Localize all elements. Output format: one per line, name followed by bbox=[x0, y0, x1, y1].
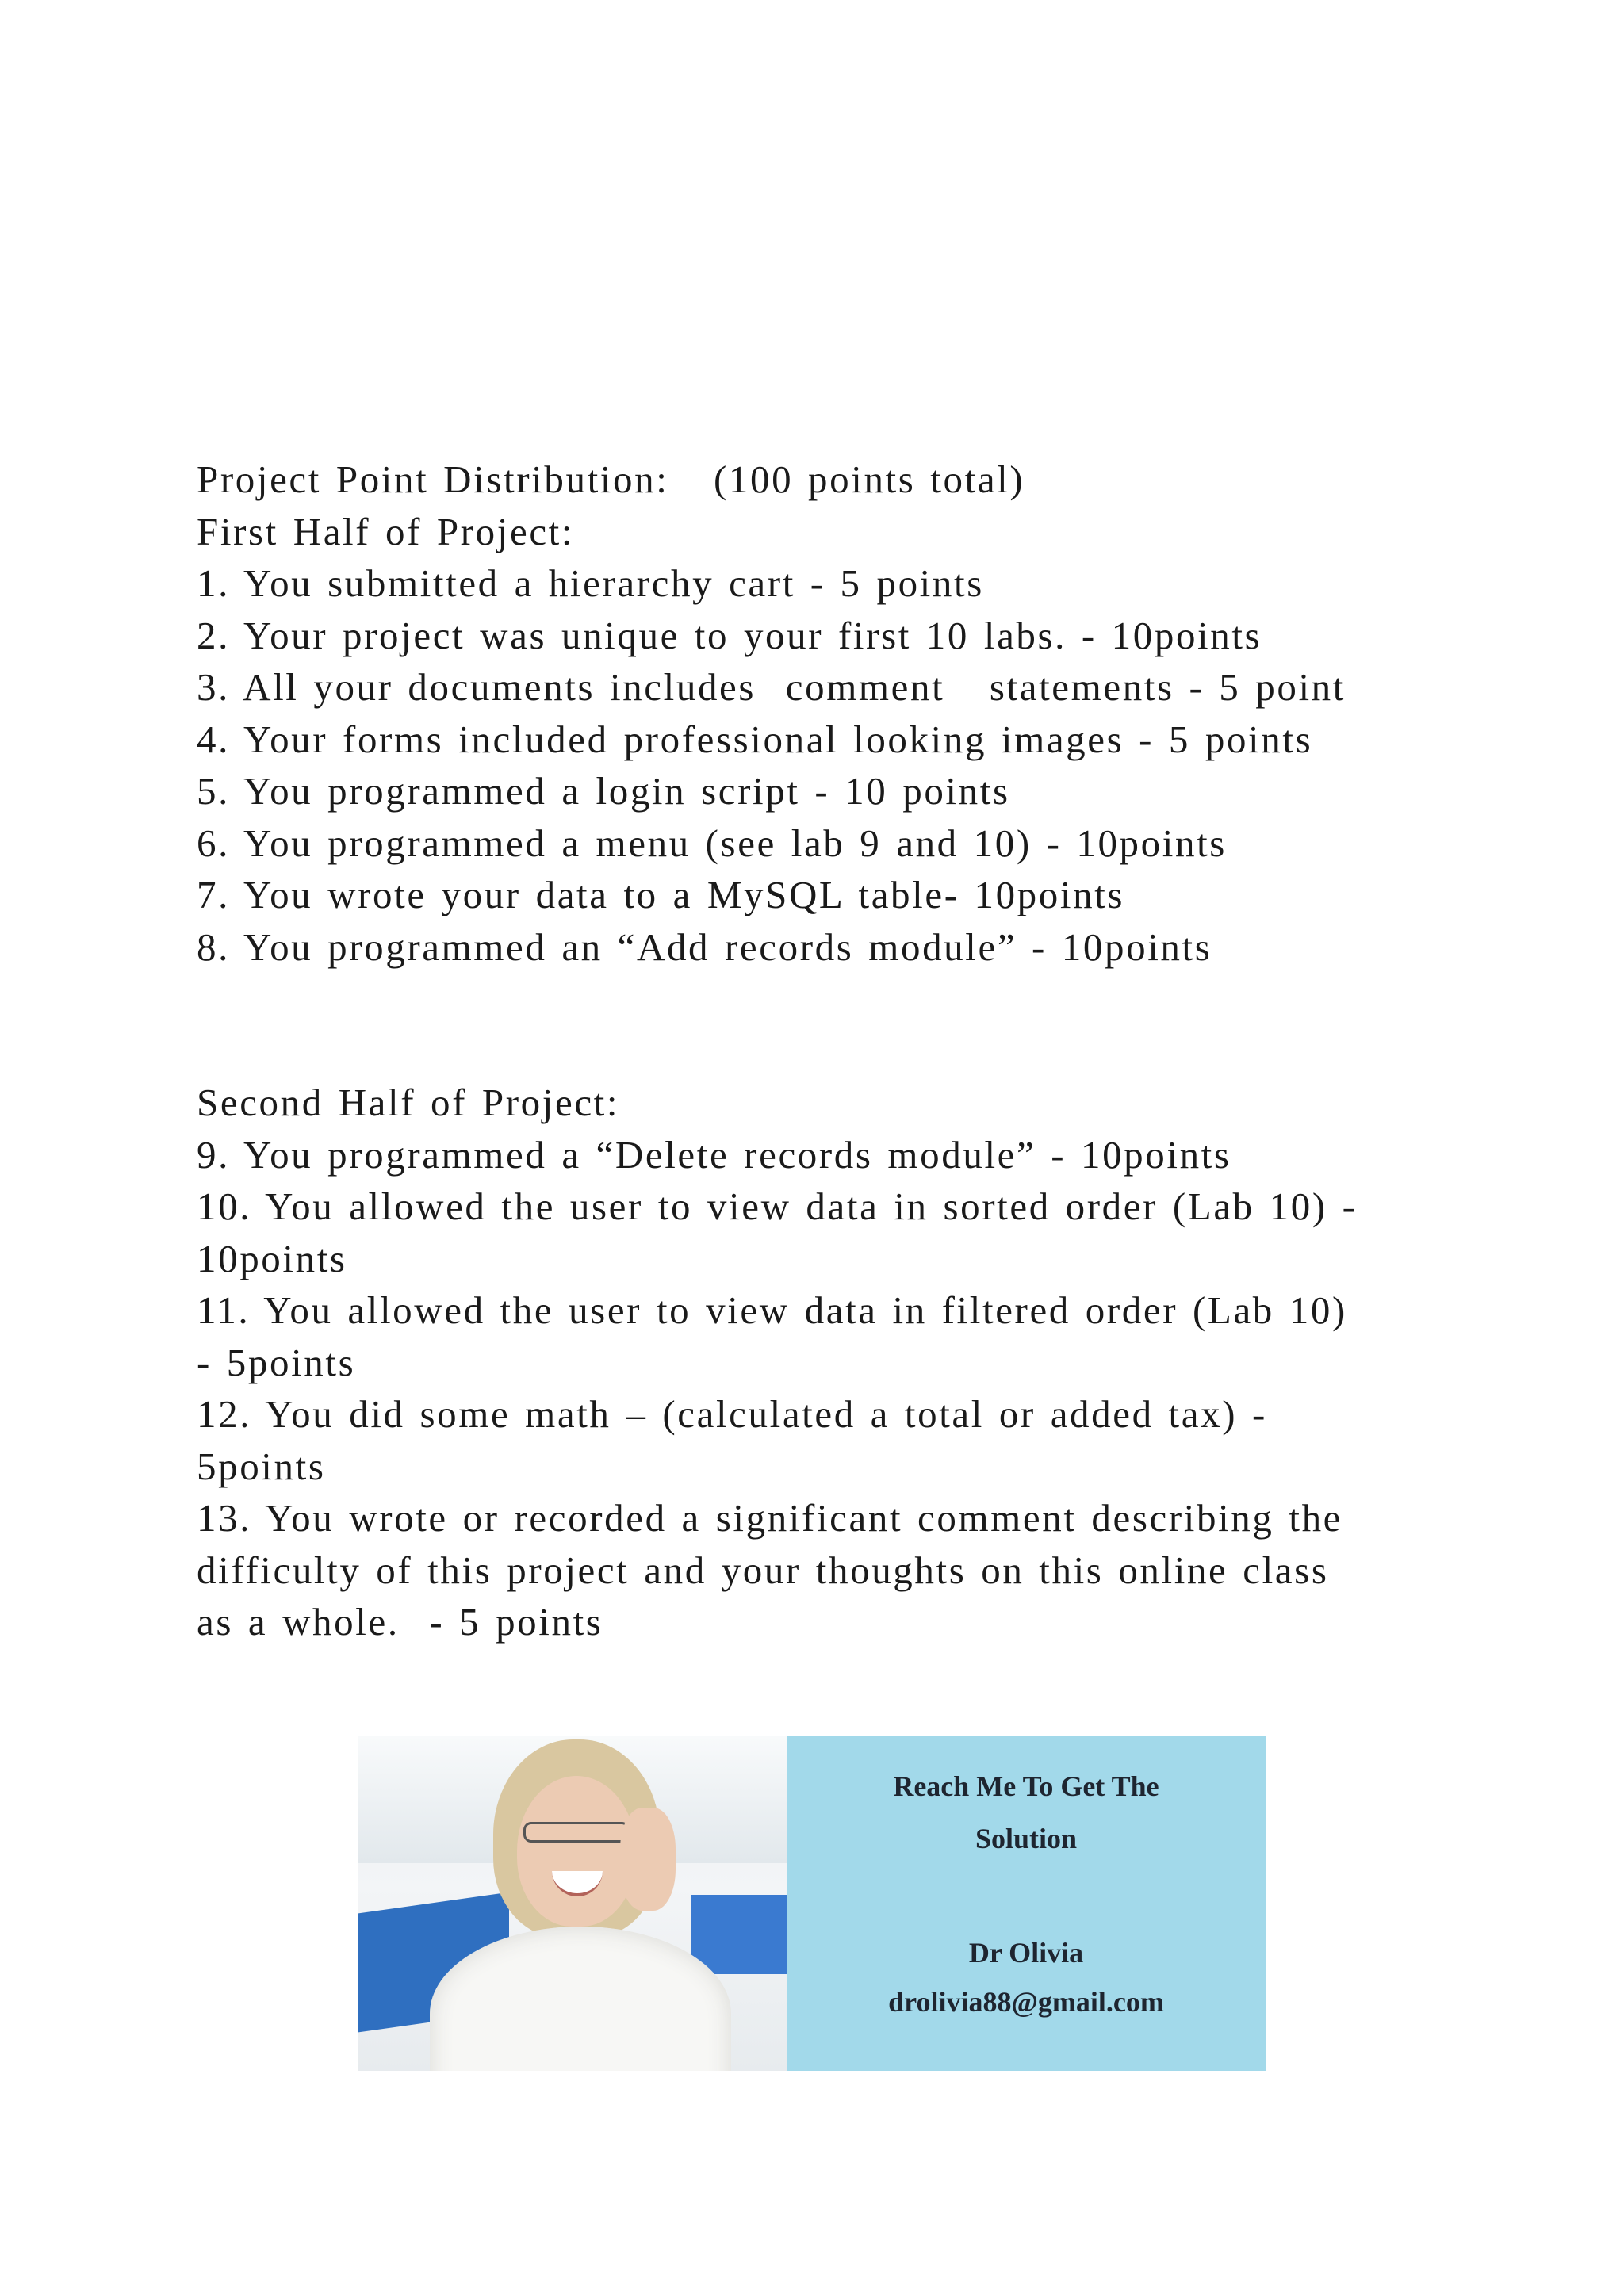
list-line: as a whole. - 5 points bbox=[197, 1600, 603, 1644]
section-spacer bbox=[197, 973, 1434, 1077]
hand bbox=[620, 1808, 676, 1911]
list-item: 5. You programmed a login script - 10 points bbox=[197, 769, 1010, 813]
list-line: 13. You wrote or recorded a significant comment describing the bbox=[197, 1496, 1343, 1540]
list-item: 2. Your project was unique to your first 10 labs. - 10points bbox=[197, 613, 1262, 657]
list-line: - 5points bbox=[197, 1340, 356, 1384]
first-half-title: First Half of Project: bbox=[197, 509, 575, 553]
document-heading: Project Point Distribution: (100 points total) bbox=[197, 457, 1025, 501]
list-item: 3. All your documents includes comment statements - 5 point bbox=[197, 665, 1346, 709]
contact-details bbox=[787, 1928, 1266, 2026]
list-line: 5points bbox=[197, 1444, 326, 1488]
call-to-action bbox=[787, 1760, 1266, 1865]
contact-info-panel bbox=[787, 1736, 1266, 2071]
list-item: 4. Your forms included professional looking images - 5 points bbox=[197, 717, 1313, 761]
list-item: 1. You submitted a hierarchy cart - 5 points bbox=[197, 561, 984, 605]
list-line: 10. You allowed the user to view data in sorted order (Lab 10) - bbox=[197, 1184, 1358, 1228]
list-line: 10points bbox=[197, 1236, 347, 1280]
document-body bbox=[197, 453, 1434, 1648]
contact-email[interactable]: drolivia88@gmail.com bbox=[888, 1986, 1164, 2018]
contact-banner bbox=[358, 1736, 1266, 2071]
second-half-title: Second Half of Project: bbox=[197, 1081, 620, 1124]
list-item: 8. You programmed an “Add records module” - 10points bbox=[197, 924, 1212, 969]
list-item: 6. You programmed a menu (see lab 9 and 10) - 10points bbox=[197, 821, 1227, 865]
list-line: difficulty of this project and your thoughts on this online class bbox=[197, 1548, 1329, 1592]
list-item: 7. You wrote your data to a MySQL table- 10points bbox=[197, 873, 1125, 916]
woman-photo bbox=[358, 1736, 787, 2071]
list-line: 12. You did some math – (calculated a total or added tax) - bbox=[197, 1392, 1267, 1436]
list-line: 11. You allowed the user to view data in filtered order (Lab 10) bbox=[197, 1288, 1347, 1332]
cta-line-2: Solution bbox=[975, 1823, 1078, 1854]
cta-line-1: Reach Me To Get The bbox=[893, 1770, 1159, 1802]
background-object bbox=[691, 1895, 787, 1974]
list-line: 9. You programmed a “Delete records module” - 10points bbox=[197, 1132, 1231, 1177]
contact-name: Dr Olivia bbox=[968, 1937, 1084, 1969]
glasses-icon bbox=[523, 1822, 630, 1843]
face bbox=[517, 1776, 636, 1927]
